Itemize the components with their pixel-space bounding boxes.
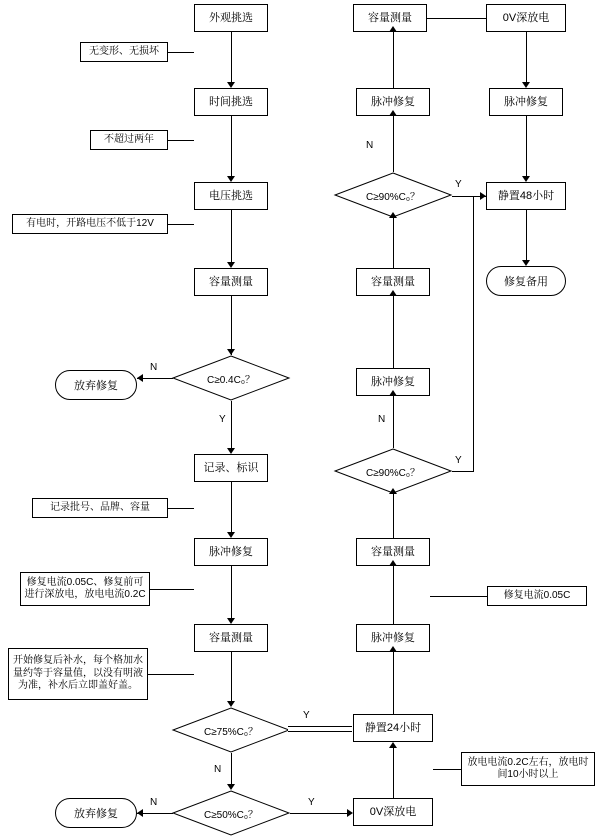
edge-label-y: Y — [308, 797, 315, 808]
arrowhead — [137, 374, 143, 382]
edge-label-n: N — [214, 764, 222, 775]
edge-voltage-to-capacity1 — [231, 210, 232, 262]
edge-rest24-to-pulse2 — [393, 652, 394, 714]
edge-capacity3-to-decision90lower — [393, 494, 394, 538]
node-pulse-repair-4: 脉冲修复 — [356, 88, 430, 116]
arrowhead — [227, 618, 235, 624]
decision-c-ge-0-4c0 — [172, 355, 290, 401]
decision-label: C≥50%C₀？ — [203, 809, 259, 821]
node-pulse-repair-1: 脉冲修复 — [194, 538, 268, 566]
edge-label-n: N — [366, 140, 374, 151]
edge-label-y: Y — [219, 414, 226, 425]
arrowhead — [227, 448, 235, 454]
node-rest-24h: 静置24小时 — [353, 714, 433, 742]
decision-c-ge-75pct-c0 — [172, 707, 290, 753]
edge-decision90upper-to-pulse4 — [393, 116, 394, 172]
edge-label-n: N — [378, 414, 386, 425]
arrowhead — [389, 290, 397, 296]
arrowhead — [347, 809, 353, 817]
decision-label: C≥90%C₀？ — [365, 191, 421, 203]
node-record-label: 记录、标识 — [194, 454, 268, 482]
edge-label-n: N — [150, 797, 158, 808]
edge-decision04-to-record — [231, 401, 232, 448]
decision-label: C≥90%C₀？ — [365, 467, 421, 479]
arrowhead — [389, 742, 397, 748]
decision-label: C≥75%C₀？ — [203, 726, 259, 738]
edge-pulse2-to-capacity3 — [393, 566, 394, 624]
node-voltage-selection: 电压挑选 — [194, 182, 268, 210]
leader-note-record — [168, 508, 194, 509]
arrowhead — [227, 532, 235, 538]
arrowhead — [389, 560, 397, 566]
node-pulse-repair-right: 脉冲修复 — [489, 88, 563, 116]
node-rest-48h: 静置48小时 — [486, 182, 566, 210]
arrowhead — [389, 212, 397, 218]
node-pulse-repair-2: 脉冲修复 — [356, 624, 430, 652]
decision-c-ge-50pct-c0 — [172, 790, 290, 836]
node-capacity-measure-3: 容量测量 — [356, 538, 430, 566]
arrowhead — [389, 26, 397, 32]
arrowhead — [137, 809, 143, 817]
arrowhead — [227, 82, 235, 88]
edge-decision75-to-decision50 — [231, 753, 232, 784]
node-pulse-repair-3: 脉冲修复 — [356, 368, 430, 396]
node-deep-discharge-0v-bottom: 0V深放电 — [353, 798, 433, 826]
leader-note-discharge-right — [433, 769, 461, 770]
edge-deepdischarge-to-rest24 — [393, 748, 394, 798]
note-discharge-current-right: 放电电流0.2C左右，放电时间10小时以上 — [461, 752, 595, 786]
node-capacity-measure-4: 容量测量 — [356, 268, 430, 296]
edge-decision90lower-to-pulse3 — [393, 396, 394, 448]
edge-time-to-voltage — [231, 116, 232, 176]
note-record: 记录批号、品牌、容量 — [32, 498, 168, 518]
edge-capacity2-to-decision75 — [231, 652, 232, 701]
note-voltage: 有电时，开路电压不低于12V — [12, 214, 168, 234]
edge-capacity4-to-decision90upper — [393, 218, 394, 268]
arrowhead — [227, 176, 235, 182]
leader-note-voltage — [168, 224, 194, 225]
leader-note-time — [168, 140, 194, 141]
edge-pulse4-to-capacitytop — [393, 32, 394, 88]
arrowhead — [389, 646, 397, 652]
leader-note-appearance — [168, 52, 194, 53]
edge-label-y: Y — [303, 710, 310, 721]
node-capacity-measure-top: 容量测量 — [353, 4, 427, 32]
edge-capacity1-to-decision04 — [231, 296, 232, 355]
arrowhead — [522, 176, 530, 182]
terminator-abandon-2: 放弃修复 — [55, 798, 137, 828]
note-water-refill: 开始修复后补水，每个格加水量约等于容量值，以没有明液为准，补水后立即盖好盖。 — [8, 648, 148, 700]
leader-note-pulse — [150, 589, 194, 590]
edge-record-to-pulse1 — [231, 482, 232, 532]
edge-pulse1-to-capacity2 — [231, 566, 232, 618]
edge-decision75-to-rest24 — [288, 726, 352, 732]
edge-decision90lower-y-right — [452, 471, 474, 472]
edge-label-y: Y — [455, 455, 462, 466]
leader-note-pulse-right — [430, 596, 487, 597]
note-repair-current-right: 修复电流0.05C — [487, 586, 587, 606]
node-capacity-measure-2: 容量测量 — [194, 624, 268, 652]
edge-decision50-to-deepdischarge — [290, 813, 347, 814]
arrowhead — [227, 349, 235, 355]
note-appearance: 无变形、无损坏 — [80, 42, 168, 62]
node-appearance-selection: 外观挑选 — [194, 4, 268, 32]
edge-decision90lower-y-riser — [473, 196, 474, 472]
edge-deepdischargetop-to-pulseright — [526, 32, 527, 82]
arrowhead — [522, 260, 530, 266]
arrowhead — [389, 390, 397, 396]
arrowhead — [227, 784, 235, 790]
node-time-selection: 时间挑选 — [194, 88, 268, 116]
edge-pulseright-to-rest48 — [526, 116, 527, 176]
edge-capacitytop-to-deepdischargetop — [427, 18, 486, 19]
note-pulse-current: 修复电流0.05C、修复前可进行深放电，放电电流0.2C — [20, 572, 150, 606]
terminator-abandon-1: 放弃修复 — [55, 370, 137, 400]
edge-appearance-to-time — [231, 32, 232, 82]
note-time: 不超过两年 — [90, 130, 168, 150]
node-capacity-measure-1: 容量测量 — [194, 268, 268, 296]
arrowhead — [480, 192, 486, 200]
edge-pulse3-to-capacity4 — [393, 296, 394, 368]
edge-label-y: Y — [455, 179, 462, 190]
terminator-repair-spare: 修复备用 — [486, 266, 566, 296]
decision-label: C≥0.4C₀？ — [207, 374, 255, 386]
arrowhead — [227, 262, 235, 268]
edge-label-n: N — [150, 362, 158, 373]
arrowhead — [227, 701, 235, 707]
edge-rest48-to-spare — [526, 210, 527, 260]
node-deep-discharge-0v-top: 0V深放电 — [486, 4, 566, 32]
arrowhead — [522, 82, 530, 88]
arrowhead — [389, 110, 397, 116]
arrowhead — [389, 488, 397, 494]
leader-note-water — [148, 674, 194, 675]
